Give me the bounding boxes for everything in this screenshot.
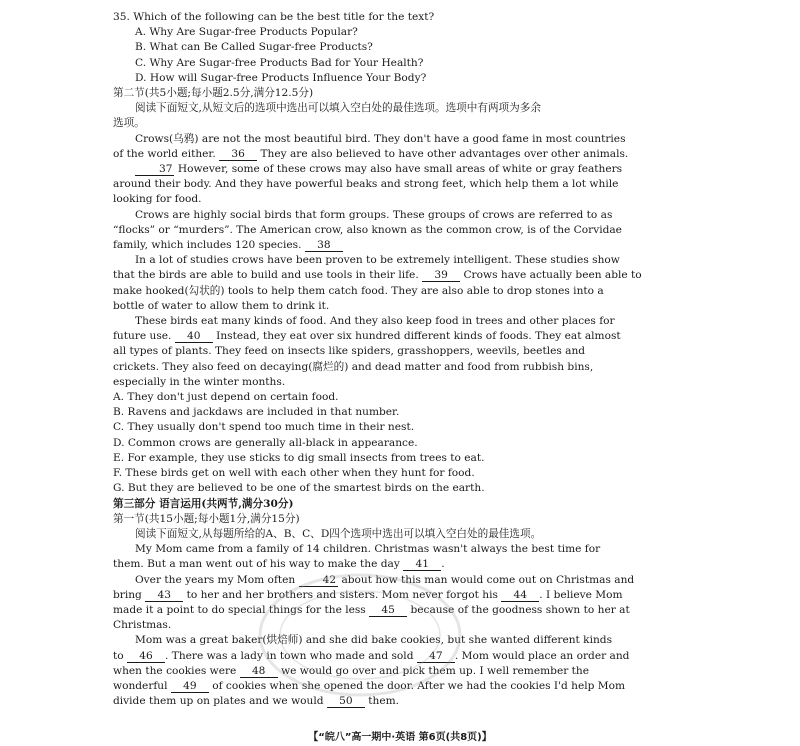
- blank-49: 49: [171, 680, 209, 693]
- passage-line: made it a point to do special things for the less 45 because of the goodness shown to her at: [113, 603, 630, 616]
- blank-46: 46: [127, 650, 165, 663]
- passage-line: bottle of water to allow them to drink it.: [113, 299, 330, 312]
- passage-line: future use. 40 Instead, they eat over six hundred different kinds of foods. They eat almost: [113, 330, 621, 343]
- passage-line: them. But a man went out of his way to make the day 41 .: [113, 558, 445, 571]
- question-35-option-a: A. Why Are Sugar-free Products Popular?: [135, 26, 358, 39]
- passage-line: wonderful 49 of cookies when she opened the door. After we had the cookies I'd help Mom: [113, 679, 626, 692]
- passage-line: crickets. They also feed on decaying(腐烂的) and dead matter and food from rubbish bins,: [113, 360, 594, 373]
- choice-c: C. They usually don't spend too much time in their nest.: [113, 421, 415, 434]
- choice-a: A. They don't just depend on certain food.: [113, 391, 339, 404]
- passage-line: especially in the winter months.: [113, 375, 286, 388]
- passage-line: Over the years my Mom often 42 about how this man would come out on Christmas and: [135, 573, 635, 586]
- part-3-header: 第三部分 语言运用(共两节,满分30分): [113, 497, 294, 510]
- passage-line: looking for food.: [113, 193, 202, 206]
- blank-41: 41: [403, 558, 441, 571]
- passage-line: bring 43 to her and her brothers and sisters. Mom never forgot his 44 . I believe Mom: [113, 588, 623, 601]
- blank-47: 47: [417, 650, 455, 663]
- passage-line: These birds eat many kinds of food. And they also keep food in trees and other places for: [135, 315, 615, 328]
- section-2-instruction-cont: 选项。: [113, 117, 145, 130]
- choice-g: G. But they are believed to be one of the smartest birds on the earth.: [113, 482, 485, 495]
- exam-page: [113, 10, 642, 709]
- blank-42: 42: [299, 574, 338, 587]
- passage-line: Mom was a great baker(烘焙师) and she did bake cookies, but she wanted different kinds: [135, 634, 613, 647]
- blank-39: 39: [422, 269, 460, 282]
- blank-44: 44: [501, 589, 539, 602]
- passage-line: 37 However, some of these crows may also have small areas of white or gray feathers: [113, 162, 605, 177]
- passage-line: In a lot of studies crows have been proven to be extremely intelligent. These studies show: [135, 254, 620, 267]
- blank-36: 36: [219, 148, 257, 161]
- blank-43: 43: [145, 589, 183, 602]
- blank-50: 50: [327, 695, 365, 708]
- passage-line: that the birds are able to build and use tools in their life. 39 Crows have actually been able to: [113, 269, 642, 282]
- passage-line: Crows are highly social birds that form groups. These groups of crows are referred to as: [135, 208, 613, 221]
- passage-line: when the cookies were 48 we would go over and pick them up. I well remember the: [113, 664, 590, 677]
- page-footer: 【“皖八”高一期中·英语 第6页(共8页)】: [308, 732, 492, 743]
- blank-48: 48: [240, 665, 278, 678]
- passage-line: Crows(乌鸦) are not the most beautiful bird. They don't have a good fame in most countries: [135, 132, 626, 145]
- question-35-option-c: C. Why Are Sugar-free Products Bad for Your Health?: [135, 56, 424, 69]
- part-3-instruction: 阅读下面短文,从每题所给的A、B、C、D四个选项中选出可以填入空白处的最佳选项。: [135, 527, 542, 540]
- passage-line: family, which includes 120 species. 38: [113, 238, 605, 253]
- passage-line: around their body. And they have powerful beaks and strong feet, which help them a lot while: [113, 178, 619, 191]
- passage-line: divide them up on plates and we would 50 them.: [113, 695, 400, 708]
- passage-line: all types of plants. They feed on insects like spiders, grasshoppers, weevils, beetles and: [113, 345, 586, 358]
- choice-b: B. Ravens and jackdaws are included in that number.: [113, 406, 400, 419]
- passage-line: My Mom came from a family of 14 children. Christmas wasn't always the best time for: [135, 543, 601, 556]
- passage-line: Christmas.: [113, 619, 172, 632]
- passage-line: to 46 . There was a lady in town who made and sold 47 . Mom would place an order and: [113, 649, 630, 662]
- choice-d: D. Common crows are generally all-black in appearance.: [113, 436, 418, 449]
- passage-line: make hooked(勾状的) tools to help them catch food. They are also able to drop stones into a: [113, 284, 604, 297]
- question-35-option-d: D. How will Sugar-free Products Influence Your Body?: [135, 71, 427, 84]
- choice-f: F. These birds get on well with each other when they hunt for food.: [113, 467, 475, 480]
- section-2-instruction: 阅读下面短文,从短文后的选项中选出可以填入空白处的最佳选项。选项中有两项为多余: [135, 102, 541, 115]
- blank-45: 45: [369, 604, 407, 617]
- passage-line: of the world either. 36 They are also believed to have other advantages over other animals.: [113, 147, 629, 160]
- question-35-stem: 35. Which of the following can be the best title for the text?: [113, 11, 435, 23]
- choice-e: E. For example, they use sticks to dig small insects from trees to eat.: [113, 451, 485, 464]
- section-2-header: 第二节(共5小题;每小题2.5分,满分12.5分): [113, 87, 314, 100]
- blank-38: 38: [305, 239, 343, 252]
- question-35-option-b: B. What can Be Called Sugar-free Products?: [135, 41, 373, 54]
- blank-40: 40: [175, 330, 213, 343]
- part-3-sub-header: 第一节(共15小题;每小题1分,满分15分): [113, 512, 300, 525]
- blank-37: 37: [135, 163, 174, 176]
- passage-line: “flocks” or “murders”. The American crow, also known as the common crow, is of the Corvidae: [113, 223, 622, 236]
